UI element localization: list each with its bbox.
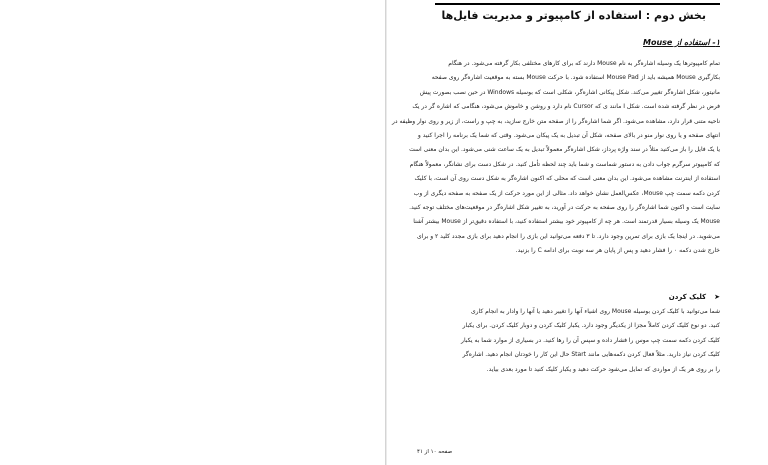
document-page xyxy=(387,0,768,465)
text-line: خارج شدن دکمه ۰ را فشار دهید و پس از پایان هر سه نوبت برای ادامه C را بزنید. xyxy=(515,247,720,255)
page-number-footer: صفحه ۱۰ از ۴۱ xyxy=(417,449,453,455)
page-title: بخش دوم : استفاده از کامپیوتر و مدیریت فایل‌ها xyxy=(441,9,706,22)
subsection-paragraph xyxy=(435,304,720,376)
text-line: را بر روی هر یک از مواردی که تمایل می‌شود حرکت دهید و یکبار کلیک کنید تا مورد بعدی بیاید. xyxy=(486,365,720,373)
arrow-bullet-icon: ➤ xyxy=(714,293,720,301)
text-line: انتهای صفحه و یا روی نوار منو در بالای صفحه، شکل آن تبدیل به یک پیکان می‌شود. وقتی که شما یک برنامه را اجرا کنید و xyxy=(417,131,720,139)
text-line: استفاده از اینترنت مشاهده می‌شود. این بدان معنی است که محلی که اکنون اشاره‌گر به شکل دست روی آن است، با کلیک xyxy=(414,175,720,183)
text-line: سایت است و اکنون شما اشاره‌گر را روی صفحه به حرکت در آورید، به تغییر شکل اشاره‌گر در موقعیت‌های مختلف توجه کنید. xyxy=(409,203,720,211)
subsection-title: کلیک کردن xyxy=(668,293,707,301)
text-line: می‌شوید. در اینجا یک بازی برای تمرین وجود دارد. تا ۳ دفعه می‌توانید این بازی را انجام دهید برای بازی مجدد کلید ۲ و برای xyxy=(416,232,720,240)
body-paragraph xyxy=(391,57,720,258)
text-line: بکارگیری Mouse همیشه باید از Mouse Pad استفاده شود. با حرکت Mouse بسته به موقعیت اشاره‌گر روی صفحه xyxy=(431,74,720,82)
header-rule xyxy=(435,3,720,5)
text-line: که کامپیوتر سرگرم جواب دادن به دستور شماست و شما باید چند لحظه تأمل کنید. در شکل دست برای نشانگر، معمولاً هنگام xyxy=(409,160,720,168)
text-line: کنید. دو نوع کلیک کردن کاملاً مجزا از یکدیگر وجود دارد. یکبار کلیک کردن و دوبار کلیک کردن. برای یکبار xyxy=(462,322,720,330)
section-heading: ۱- استفاده از Mouse xyxy=(643,38,720,47)
text-line: Mouse یک وسیله بسیار قدرتمند است. هر چه از کامپیوتر خود بیشتر استفاده کنید، با استفاده دقیق‌تر از Mouse بیشتر آشنا xyxy=(413,218,720,226)
text-line: کردن دکمه سمت چپ Mouse، عکس‌العمل نشان خواهد داد. مثالی از این مورد حرکت از یک صفحه به صفحه دیگری از وب xyxy=(413,189,720,197)
text-line: کلیک کردن نیاز دارید. مثلاً فعال کردن دکمه‌هایی مانند Start حال این کار را خودتان انجام دهید. اشاره‌گر xyxy=(462,351,720,359)
text-line: تمام کامپیوترها یک وسیله اشاره‌گر به نام Mouse دارند که برای کارهای مختلفی بکار گرفته می‌شود. در هنگام xyxy=(448,60,720,67)
text-line: شما می‌توانید با کلیک کردن بوسیله Mouse روی اشیاء آنها را تغییر دهید یا آنها را وادار به انجام کاری xyxy=(470,308,720,315)
text-line: کلیک کردن دکمه سمت چپ موس را فشار داده و سپس آن را رها کنید. در بسیاری از موارد شما به یکبار xyxy=(461,336,720,344)
text-line: مانیتور، شکل اشاره‌گر تغییر می‌کند. شکل پیکانی اشاره‌گر، شکلی است که بوسیله Windows در حین نصب بصورت پیش xyxy=(419,88,720,96)
text-line: ناحیه متنی قرار دارد، مشاهده می‌شود. اگر شما اشاره‌گر را از صفحه متن خارج سازید، به چپ و راست، از زیر و روی نوار وظیفه در xyxy=(391,117,720,125)
text-line: یا یک فایل را باز می‌کنید مثلاً در سند واژه پرداز، شکل اشاره‌گر معمولاً تبدیل به یک ساعت شنی می‌شود. این بدان معنی است xyxy=(409,146,720,154)
text-line: فرض در نظر گرفته شده است. شکل I مانند ی که Cursor نام دارد و روشن و خاموش می‌شود، هنگامی که اشاره گر در یک xyxy=(412,103,720,111)
subsection-heading xyxy=(669,293,720,301)
